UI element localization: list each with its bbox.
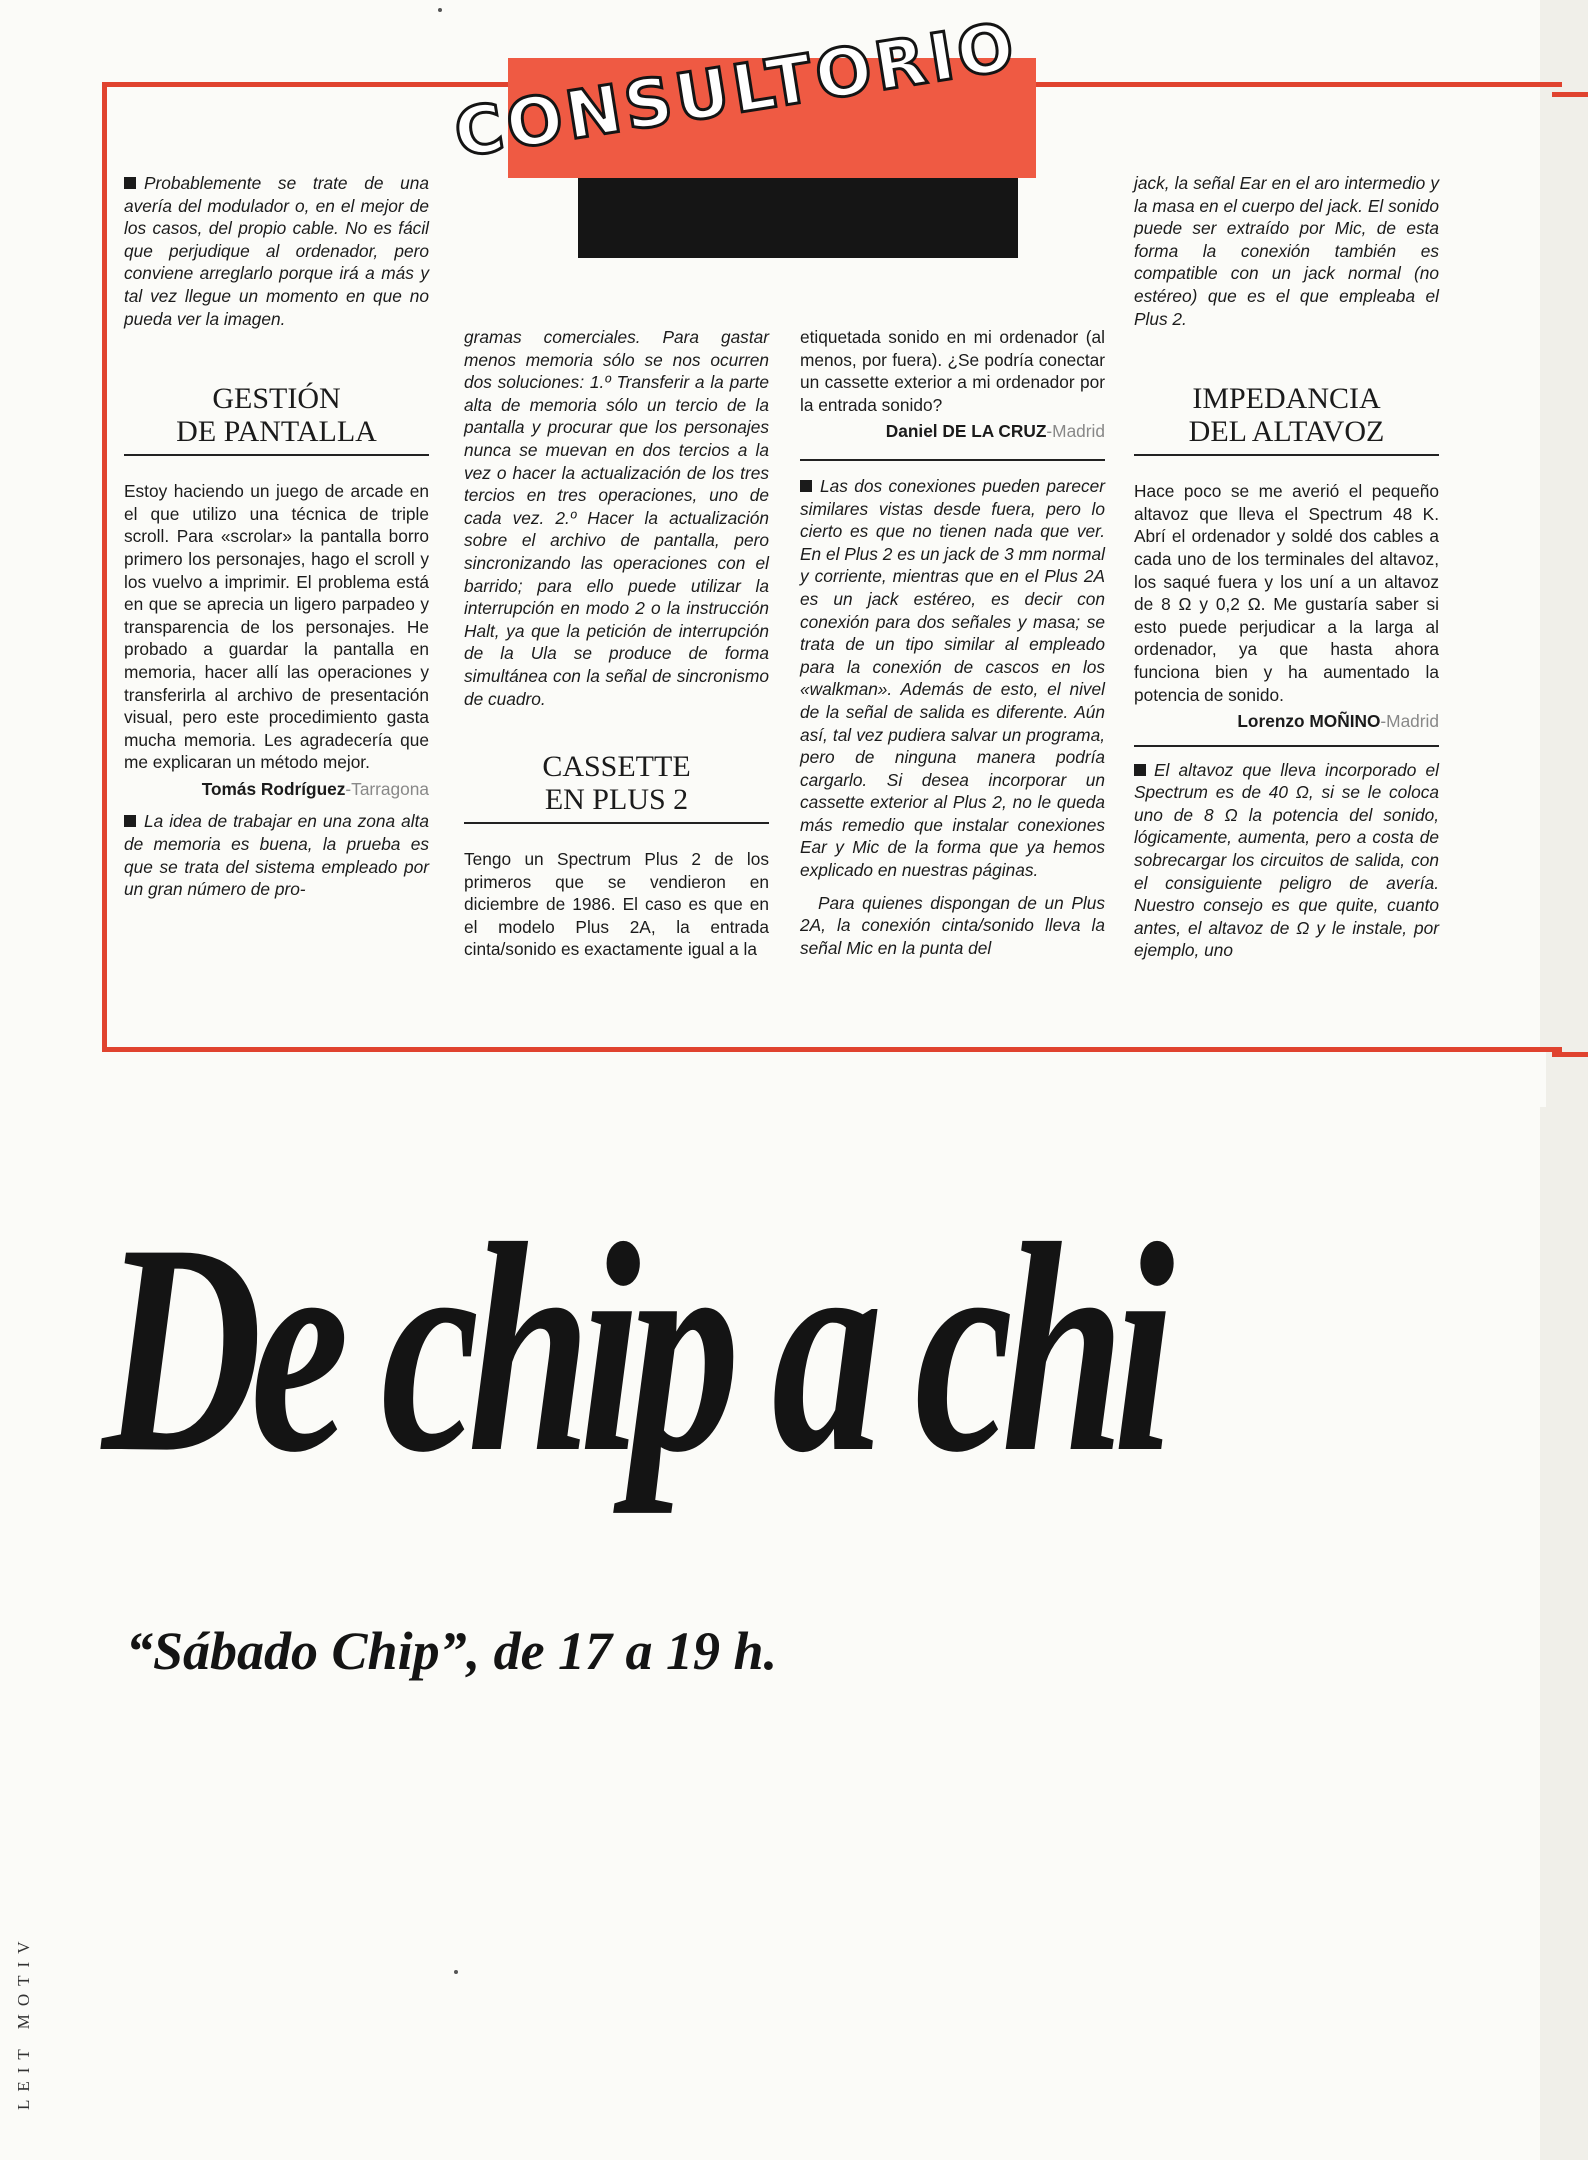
heading-line: DEL ALTAVOZ xyxy=(1188,415,1385,449)
reader-name: Lorenzo MOÑINO xyxy=(1237,711,1381,732)
reader-signature xyxy=(1134,710,1439,733)
section-title: CONSULTORIO xyxy=(449,7,1023,173)
column-clip xyxy=(106,1047,1546,1107)
question-paragraph xyxy=(800,326,1105,416)
ad-headline: De chip a chi xyxy=(102,1182,1163,1514)
bullet-square-icon xyxy=(124,177,136,189)
answer-text: jack, la señal Ear en el aro intermedio y la masa en el cuerpo del jack. El sonido puede ser extraído por Mic, de esta forma la conexión también es compatible con un jack normal (no estéreo) que es el que empleaba el Plus 2. xyxy=(1134,173,1439,329)
print-speck xyxy=(438,8,442,12)
column-4 xyxy=(1134,172,1439,972)
answer-text: El altavoz que lleva incorporado el Spectrum es de 40 Ω, si se le coloca uno de 8 Ω la potencia del sonido, lógicamente, aumenta, pero a costa de sobrecargar los circuitos de salida, con el consiguiente peligro de avería. Nuestro consejo es que quite, cuanto antes, el altavoz de Ω y le instale, por ejemplo, uno xyxy=(1134,759,1439,961)
frame-bottom-rule xyxy=(102,1047,1552,1052)
gutter-rule-bottom xyxy=(1552,1052,1588,1057)
answer-paragraph xyxy=(1134,759,1439,962)
question-paragraph xyxy=(124,480,429,774)
column-2 xyxy=(464,326,769,971)
answer-text: Para quienes dispongan de un Plus 2A, la conexión cinta/sonido lleva la señal Mic en la punta del xyxy=(800,892,1105,958)
heading-line: DE PANTALLA xyxy=(176,415,377,449)
question-paragraph xyxy=(1134,480,1439,706)
answer-text: La idea de trabajar en una zona alta de memoria es buena, la prueba es que se trata del sistema empleado por un gran número de pro- xyxy=(124,811,429,900)
answer-paragraph xyxy=(1134,172,1439,330)
section-heading xyxy=(124,382,429,456)
divider xyxy=(1134,745,1439,747)
question-paragraph xyxy=(464,848,769,961)
reader-signature xyxy=(800,420,1105,443)
section-heading xyxy=(464,750,769,824)
bullet-square-icon xyxy=(800,480,812,492)
bullet-square-icon xyxy=(124,815,136,827)
answer-paragraph xyxy=(800,475,1105,882)
answer-text: gramas comerciales. Para gastar menos memoria sólo se nos ocurren dos soluciones: 1.º Transferir a la parte alta de memoria sólo un tercio de la pantalla y procurar que los personajes nunca se muevan en dos tercios a la vez o hacer la actualización de los tres tercios en tres operaciones, uno de cada vez. 2.º Hacer la actualización sobre el archivo de pantalla, pero sincronizando las operaciones con el barrido; para ello puede utilizar la interrupción en modo 2 o la instrucción Halt, ya que la petición de interrupción de la Ula se produce de forma simultánea con la señal de sincronismo de cuadro. xyxy=(464,327,769,709)
heading-line: IMPEDANCIA xyxy=(1192,382,1381,416)
column-3 xyxy=(800,326,1105,969)
answer-text: Las dos conexiones pueden parecer similares vistas desde fuera, pero lo cierto es que no tienen nada que ver. En el Plus 2 es un jack de 3 mm normal y corriente, mientras que en el Plus 2A es un jack estéreo, es decir con conexión para dos señales y masa; se trata de un tipo similar al empleado para la conexión de cascos en los «walkman». Además de esto, el nivel de la señal de salida es diferente. Aún así, tal vez pudiera salvar un programa, pero de ninguna manera podría cargarlo. Si desea incorporar un cassette exterior al Plus 2, no le queda más remedio que instalar conexiones Ear y Mic de la forma que ya hemos explicado en nuestras páginas. xyxy=(800,475,1105,881)
reader-name: Daniel DE LA CRUZ xyxy=(885,421,1047,442)
answer-text: Probablemente se trate de una avería del modulador o, en el mejor de los casos, del propio cable. No es fácil que perjudique al ordenador, pero conviene arreglarlo porque irá a más y tal vez llegue un momento en que no pueda ver la imagen. xyxy=(124,173,429,329)
ad-subline: “Sábado Chip”, de 17 a 19 h. xyxy=(126,1621,778,1681)
heading-line: EN PLUS 2 xyxy=(544,783,689,817)
print-speck xyxy=(454,1970,458,1974)
reader-signature xyxy=(124,778,429,801)
question-text: etiquetada sonido en mi ordenador (al menos, por fuera). ¿Se podría conectar un cassette exterior a mi ordenador por la entrada sonido? xyxy=(800,327,1105,415)
answer-paragraph xyxy=(124,172,429,330)
heading-line: CASSETTE xyxy=(542,750,691,784)
column-1 xyxy=(124,172,429,911)
heading-line: GESTIÓN xyxy=(212,382,341,416)
vertical-label: LEIT MOTIV xyxy=(14,1933,33,2110)
bullet-square-icon xyxy=(1134,764,1146,776)
section-heading xyxy=(1134,382,1439,456)
question-text: Tengo un Spectrum Plus 2 de los primeros que se vendieron en diciembre de 1986. El caso es que en el modelo Plus 2A, la entrada cinta/sonido es exactamente igual a la xyxy=(464,849,769,960)
vertical-footer xyxy=(14,1880,54,2120)
answer-paragraph xyxy=(124,810,429,900)
question-text: Estoy haciendo un juego de arcade en el que utilizo una técnica de triple scroll. Para «scrolar» la pantalla borro primero los personajes, hago el scroll y los vuelvo a imprimir. El problema está en que se aprecia un ligero parpadeo y transparencia de los personajes. He probado a guardar la pantalla en memoria, hacer allí las operaciones y transferirla al archivo de presentación visual, pero este procedimiento gasta mucha memoria. Les agradecería que me explicaran un método mejor. xyxy=(124,481,429,773)
reader-name: Tomás Rodríguez xyxy=(201,778,346,799)
reader-city: -Madrid xyxy=(1046,421,1105,442)
reader-city: -Madrid xyxy=(1380,711,1439,732)
answer-paragraph xyxy=(464,326,769,710)
reader-city: -Tarragona xyxy=(345,778,429,799)
answer-paragraph xyxy=(800,892,1105,960)
divider xyxy=(800,459,1105,461)
question-text: Hace poco se me averió el pequeño altavoz que lleva el Spectrum 48 K. Abrí el ordenador y soldé dos cables a cada uno de los terminales del altavoz, los saqué fuera y los uní a un altavoz de 8 Ω y 0,2 Ω. Me gustaría saber si esto puede perjudicar a la larga al ordenador, ya que hasta ahora funciona bien y ha aumentado la potencia de sonido. xyxy=(1134,481,1439,705)
